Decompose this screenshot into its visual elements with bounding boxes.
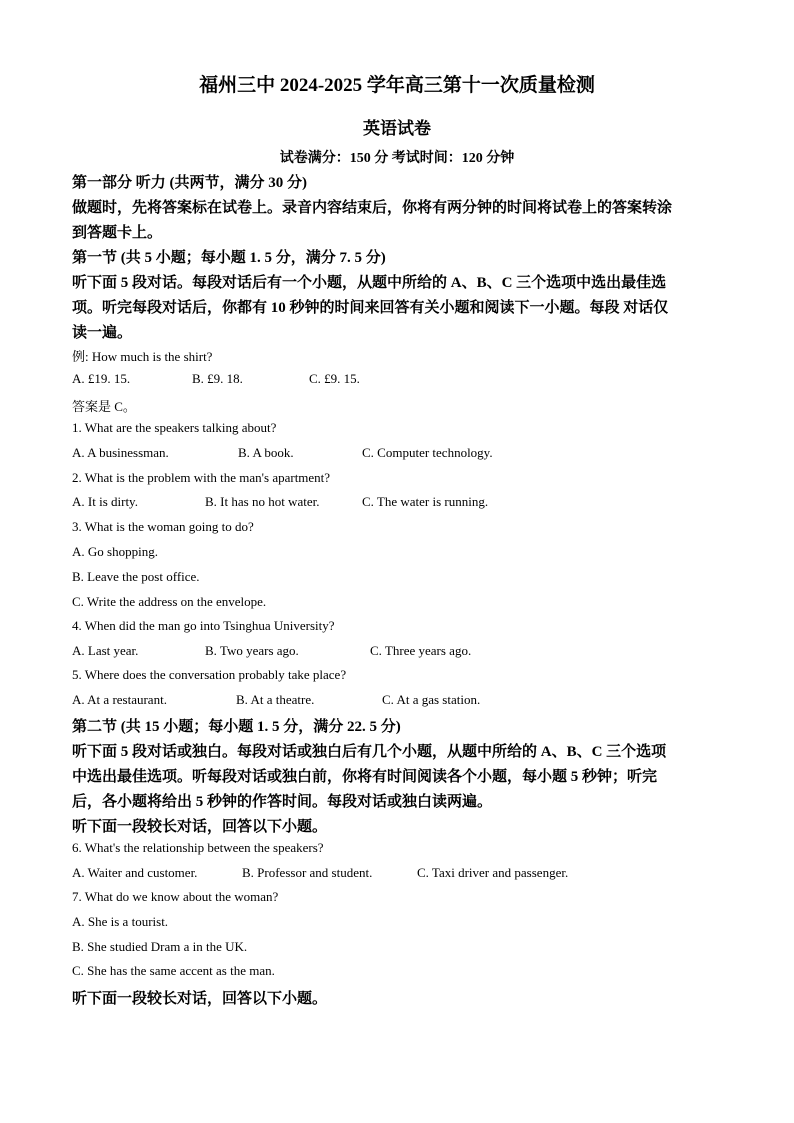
section1-instruction: 听下面 5 段对话。每段对话后有一个小题，从题中所给的 A、B、C 三个选项中选出最佳选 [72,275,667,291]
example-question: 例: How much is the shirt? [72,349,213,364]
question-4-option-b: B. Two years ago. [205,643,299,658]
question-1: 1. What are the speakers talking about? [72,420,277,435]
example-answer: 答案是 C。 [72,399,136,414]
question-2-option-a: A. It is dirty. [72,494,138,509]
section2-instruction: 听下面 5 段对话或独白。每段对话或独白后有几个小题，从题中所给的 A、B、C 三个选项 [72,744,667,760]
section2-heading: 第二节 (共 15 小题；每小题 1. 5 分，满分 22. 5 分) [72,719,401,735]
question-3-option-a: A. Go shopping. [72,544,158,559]
question-6-option-c: C. Taxi driver and passenger. [417,865,569,880]
question-1-option-a: A. A businessman. [72,445,169,460]
dialogue-intro: 听下面一段较长对话，回答以下小题。 [72,819,328,835]
question-5: 5. Where does the conversation probably take place? [72,667,347,682]
question-5-option-b: B. At a theatre. [236,692,315,707]
question-4-option-a: A. Last year. [72,643,139,658]
part1-heading: 第一部分 听力 (共两节，满分 30 分) [72,175,307,191]
exam-title: 福州三中 2024-2025 学年高三第十一次质量检测 [199,75,595,96]
question-1-option-b: B. A book. [238,445,294,460]
question-4-option-c: C. Three years ago. [370,643,472,658]
question-5-option-a: A. At a restaurant. [72,692,167,707]
question-3-option-c: C. Write the address on the envelope. [72,594,267,609]
question-2: 2. What is the problem with the man's apartment? [72,470,331,485]
question-5-option-c: C. At a gas station. [382,692,481,707]
exam-subject: 英语试卷 [363,119,431,138]
question-6-option-a: A. Waiter and customer. [72,865,198,880]
question-3: 3. What is the woman going to do? [72,519,254,534]
question-7-option-c: C. She has the same accent as the man. [72,963,275,978]
question-2-option-c: C. The water is running. [362,494,489,509]
example-option-a: A. £19. 15. [72,371,131,386]
example-option-c: C. £9. 15. [309,371,360,386]
question-7-option-a: A. She is a tourist. [72,914,169,929]
part1-instruction: 到答题卡上。 [72,225,163,241]
section1-instruction: 读一遍。 [72,325,133,341]
question-6: 6. What's the relationship between the speakers? [72,840,324,855]
exam-meta: 试卷满分：150 分 考试时间：120 分钟 [279,151,515,166]
example-option-b: B. £9. 18. [192,371,243,386]
question-1-option-c: C. Computer technology. [362,445,493,460]
part1-instruction: 做题时，先将答案标在试卷上。录音内容结束后，你将有两分钟的时间将试卷上的答案转涂 [72,200,673,216]
question-7: 7. What do we know about the woman? [72,889,279,904]
question-3-option-b: B. Leave the post office. [72,569,200,584]
question-6-option-b: B. Professor and student. [242,865,373,880]
section2-instruction: 后，各小题将给出 5 秒钟的作答时间。每段对话或独白读两遍。 [72,794,493,810]
section2-instruction: 中选出最佳选项。听每段对话或独白前，你将有时间阅读各个小题，每小题 5 秒钟；听完 [72,769,658,785]
question-7-option-b: B. She studied Dram a in the UK. [72,939,248,954]
dialogue-intro: 听下面一段较长对话，回答以下小题。 [72,991,328,1007]
section1-heading: 第一节 (共 5 小题；每小题 1. 5 分，满分 7. 5 分) [72,250,386,266]
question-4: 4. When did the man go into Tsinghua University? [72,618,335,633]
section1-instruction: 项。听完每段对话后，你都有 10 秒钟的时间来回答有关小题和阅读下一小题。每段 对话仅 [72,300,669,316]
question-2-option-b: B. It has no hot water. [205,494,320,509]
